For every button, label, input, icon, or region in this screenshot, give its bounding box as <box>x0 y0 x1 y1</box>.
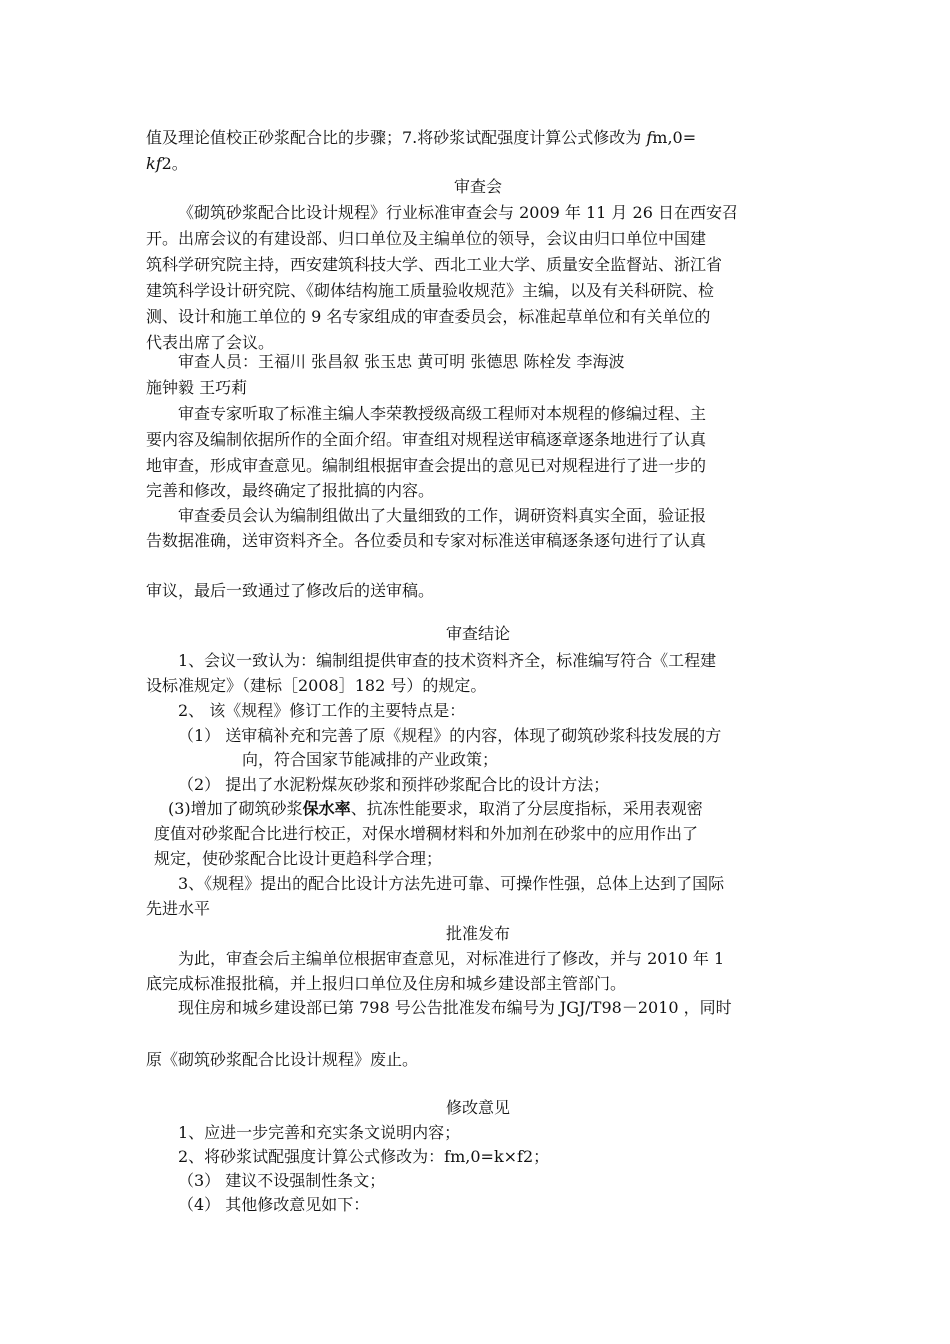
intro-line-2: 𝑘𝑓2。 <box>146 154 188 173</box>
paragraph-line: 审查专家听取了标准主编人李荣教授级高级工程师对本规程的修编过程、主 <box>178 404 707 423</box>
list-item: （2） 提出了水泥粉煤灰砂浆和预拌砂浆配合比的设计方法； <box>178 775 610 794</box>
paragraph-line: 现住房和城乡建设部已第 798 号公告批准发布编号为 JGJ/T98－2010 ，同时 <box>178 998 732 1017</box>
list-item <box>168 797 832 821</box>
paragraph-line: 原《砌筑砂浆配合比设计规程》废止。 <box>146 1050 419 1069</box>
review-members-line: 审查人员：王福川 张昌叙 张玉忠 黄可明 张德思 陈栓发 李海波 <box>178 352 625 371</box>
section-heading-revisions: 修改意见 <box>445 1098 510 1117</box>
paragraph-line: 建筑科学设计研究院、《砌体结构施工质量验收规范》主编，以及有关科研院、检 <box>146 281 715 300</box>
intro-line-1: 值及理论值校正砂浆配合比的步骤；7.将砂浆试配强度计算公式修改为 𝑓m,0= <box>146 128 697 147</box>
list-item: （1） 送审稿补充和完善了原《规程》的内容，体现了砌筑砂浆科技发展的方 <box>178 726 722 745</box>
list-item: 1、应进一步完善和充实条文说明内容； <box>178 1123 461 1142</box>
paragraph-line: 测、设计和施工单位的 9 名专家组成的审查委员会，标准起草单位和有关单位的 <box>146 307 711 326</box>
paragraph-line: 为此，审查会后主编单位根据审查意见，对标准进行了修改，并与 2010 年 1 <box>178 949 725 968</box>
paragraph-line: 代表出席了会议。 <box>146 333 275 352</box>
paragraph-line: 审查委员会认为编制组做出了大量细致的工作，调研资料真实全面，验证报 <box>178 506 707 525</box>
list-item: （4） 其他修改意见如下： <box>178 1195 370 1214</box>
paragraph-line: 审议，最后一致通过了修改后的送审稿。 <box>146 581 435 600</box>
list-item-continuation: 度值对砂浆配合比进行校正，对保水增稠材料和外加剂在砂浆中的应用作出了 <box>154 824 699 843</box>
paragraph-line: 3、《规程》提出的配合比设计方法先进可靠、可操作性强，总体上达到了国际 <box>178 874 725 893</box>
section-heading-approval: 批准发布 <box>445 924 510 943</box>
text-run: 、抗冻性能要求，取消了分层度指标，采用表观密 <box>350 799 703 818</box>
paragraph-line: 完善和修改，最终确定了报批搞的内容。 <box>146 481 435 500</box>
paragraph-line: 要内容及编制依据所作的全面介绍。审查组对规程送审稿逐章逐条地进行了认真 <box>146 430 707 449</box>
list-item: 2、 该《规程》修订工作的主要特点是： <box>178 701 466 720</box>
section-heading-review-meeting: 审查会 <box>453 177 502 196</box>
list-item: 2、将砂浆试配强度计算公式修改为：fm,0=k×f2； <box>178 1147 550 1166</box>
paragraph-line: 《砌筑砂浆配合比设计规程》行业标准审查会与 2009 年 11 月 26 日在西安召 <box>178 203 738 222</box>
text-run: (3)增加了砌筑砂浆 <box>168 799 303 818</box>
paragraph-line: 先进水平 <box>146 899 211 918</box>
list-item-continuation: 规定，使砂浆配合比设计更趋科学合理； <box>154 849 443 868</box>
emphasis-text: 保水率 <box>302 799 351 818</box>
list-item-continuation: 向，符合国家节能减排的产业政策； <box>242 750 499 769</box>
paragraph-line: 告数据准确，送审资料齐全。各位委员和专家对标准送审稿逐条逐句进行了认真 <box>146 531 707 550</box>
paragraph-line: 筑科学研究院主持，西安建筑科技大学、西北工业大学、质量安全监督站、浙江省 <box>146 255 723 274</box>
paragraph-line: 底完成标准报批稿，并上报归口单位及住房和城乡建设部主管部门。 <box>146 974 627 993</box>
paragraph-line: 设标准规定》（建标［2008］182 号）的规定。 <box>146 676 487 695</box>
list-item: （3） 建议不设强制性条文； <box>178 1171 386 1190</box>
paragraph-line: 地审查，形成审查意见。编制组根据审查会提出的意见已对规程进行了进一步的 <box>146 456 707 475</box>
review-members-line: 施钟毅 王巧莉 <box>146 378 248 397</box>
paragraph-line: 1、会议一致认为：编制组提供审查的技术资料齐全，标准编写符合《工程建 <box>178 651 717 670</box>
paragraph-line: 开。出席会议的有建设部、归口单位及主编单位的领导，会议由归口单位中国建 <box>146 229 707 248</box>
section-heading-conclusion: 审查结论 <box>445 624 510 643</box>
